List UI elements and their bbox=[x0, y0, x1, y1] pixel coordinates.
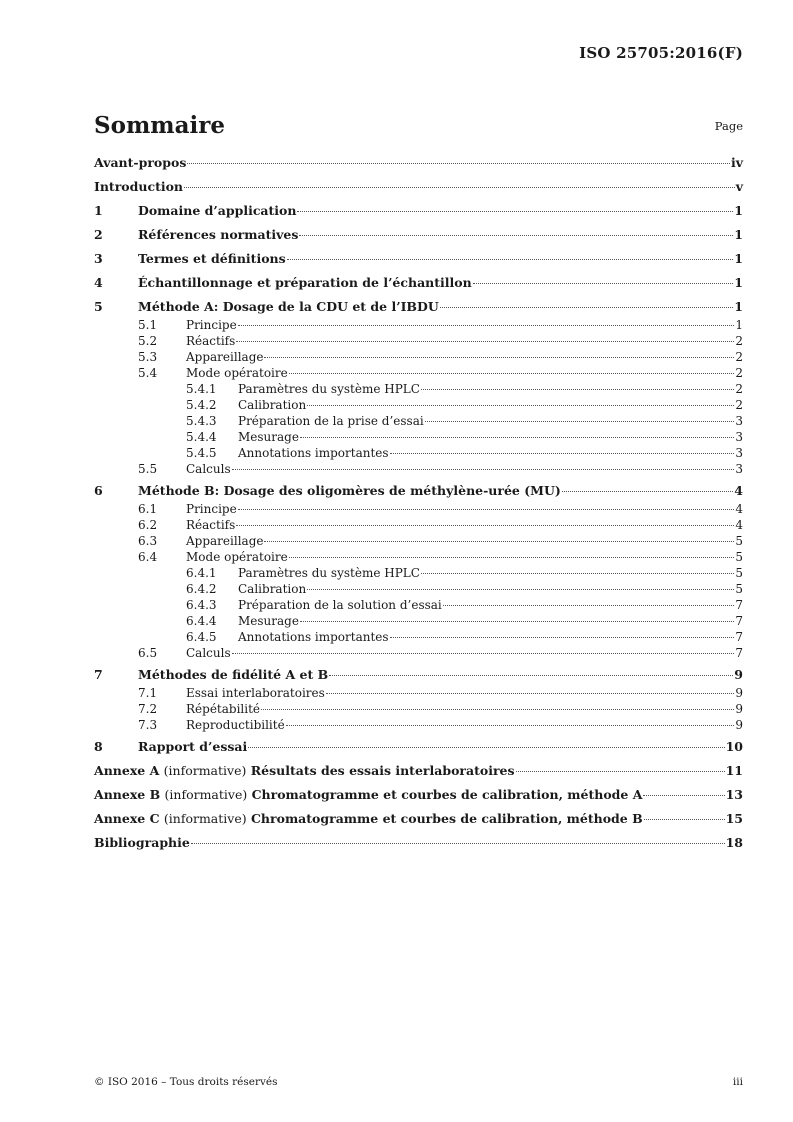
toc-entry-title: Calibration bbox=[238, 582, 307, 596]
toc-entry-page: 3 bbox=[735, 414, 743, 428]
toc-entry-page: v bbox=[735, 179, 743, 194]
toc-entry-page: 18 bbox=[725, 835, 743, 850]
toc-entry[interactable] bbox=[94, 297, 743, 317]
toc-entry[interactable] bbox=[94, 501, 743, 517]
toc-entry[interactable] bbox=[94, 517, 743, 533]
toc-entry[interactable] bbox=[94, 717, 743, 733]
page-column-label: Page bbox=[714, 119, 743, 133]
toc-entry-number: 4 bbox=[94, 275, 103, 290]
toc-entry-page: 5 bbox=[735, 582, 743, 596]
toc-entry-page: 3 bbox=[735, 446, 743, 460]
toc-entry-label bbox=[186, 685, 325, 701]
toc-dot-leader bbox=[232, 653, 735, 654]
toc-entry-page: 11 bbox=[725, 763, 743, 778]
toc-entry-title: Méthode B: Dosage des oligomères de méthylène-urée (MU) bbox=[138, 483, 561, 498]
toc-entry-label bbox=[186, 533, 263, 549]
toc-dot-leader bbox=[264, 541, 734, 542]
toc-dot-leader bbox=[326, 693, 735, 694]
toc-entry-number: 7.2 bbox=[138, 702, 158, 716]
toc-entry-number: 5.4.5 bbox=[186, 446, 217, 460]
toc-entry-page: 7 bbox=[735, 630, 743, 644]
toc-dot-leader bbox=[287, 259, 734, 260]
toc-entry[interactable] bbox=[94, 597, 743, 613]
toc-dot-leader bbox=[236, 525, 734, 526]
toc-entry-page: 2 bbox=[735, 350, 743, 364]
toc-entry-title: Échantillonnage et préparation de l’échantillon bbox=[138, 275, 472, 290]
toc-dot-leader bbox=[289, 557, 735, 558]
toc-entry-number: 5.5 bbox=[138, 462, 158, 476]
toc-entry-number: 6.3 bbox=[138, 534, 158, 548]
toc-entry-title: Bibliographie bbox=[94, 835, 190, 850]
toc-entry-label bbox=[238, 581, 306, 597]
toc-entry-number: 1 bbox=[94, 203, 103, 218]
toc-entry[interactable] bbox=[94, 429, 743, 445]
toc-entry-title: Références normatives bbox=[138, 227, 299, 242]
toc-entry-number: 6.4 bbox=[138, 550, 158, 564]
toc-entry-page: 1 bbox=[734, 227, 743, 242]
toc-entry-number: 6.1 bbox=[138, 502, 158, 516]
toc-entry-title: Répétabilité bbox=[186, 702, 261, 716]
toc-entry-title: Termes et définitions bbox=[138, 251, 286, 266]
toc-dot-leader bbox=[248, 747, 724, 748]
toc-entry-number: 6.4.2 bbox=[186, 582, 217, 596]
toc-entry-label bbox=[94, 833, 190, 853]
toc-entry-number: 6.4.4 bbox=[186, 614, 217, 628]
toc-entry-label bbox=[138, 273, 472, 293]
toc-entry-title: Mode opératoire bbox=[186, 550, 288, 564]
toc-entry-page: 5 bbox=[735, 566, 743, 580]
toc-entry-page: 7 bbox=[735, 614, 743, 628]
toc-entry[interactable] bbox=[94, 249, 743, 269]
toc-entry-page: 1 bbox=[734, 299, 743, 314]
toc-entry-label bbox=[238, 381, 420, 397]
toc-entry-title: Annexe A bbox=[94, 763, 160, 778]
toc-entry-page: 1 bbox=[734, 275, 743, 290]
toc-dot-leader bbox=[390, 453, 735, 454]
toc-entry[interactable] bbox=[94, 397, 743, 413]
toc-dot-leader bbox=[299, 235, 733, 236]
toc-dot-leader bbox=[644, 819, 725, 820]
toc-dot-leader bbox=[473, 283, 734, 284]
toc-dot-leader bbox=[643, 795, 724, 796]
toc-entry-label bbox=[138, 225, 298, 245]
toc-entry[interactable] bbox=[94, 613, 743, 629]
toc-entry-page: 4 bbox=[735, 502, 743, 516]
toc-entry-label bbox=[186, 501, 237, 517]
toc-entry[interactable] bbox=[94, 153, 743, 173]
toc-dot-leader bbox=[425, 421, 735, 422]
toc-entry-title: Paramètres du système HPLC bbox=[238, 566, 420, 580]
toc-entry-number: 5.3 bbox=[138, 350, 158, 364]
toc-entry-number: 5.4.1 bbox=[186, 382, 217, 396]
page-title: Sommaire bbox=[94, 112, 226, 139]
toc-entry-number: 5 bbox=[94, 299, 103, 314]
toc-entry[interactable] bbox=[94, 317, 743, 333]
toc-entry-title: Méthodes de fidélité A et B bbox=[138, 667, 329, 682]
toc-entry-number: 7.1 bbox=[138, 686, 158, 700]
toc-entry-informative-tag: (informative) bbox=[163, 811, 247, 826]
toc-dot-leader bbox=[307, 589, 734, 590]
toc-entry[interactable] bbox=[94, 549, 743, 565]
toc-entry-label bbox=[186, 645, 231, 661]
toc-entry-label bbox=[238, 445, 389, 461]
toc-entry-number: 6 bbox=[94, 483, 103, 498]
toc-dot-leader bbox=[307, 405, 734, 406]
toc-entry-page: 9 bbox=[734, 667, 743, 682]
toc-entry-title: Préparation de la prise d’essai bbox=[238, 414, 424, 428]
toc-entry-page: 9 bbox=[735, 686, 743, 700]
toc-entry-number: 6.4.1 bbox=[186, 566, 217, 580]
toc-dot-leader bbox=[236, 341, 734, 342]
toc-entry-title: Annotations importantes bbox=[238, 630, 389, 644]
toc-entry-label bbox=[138, 665, 328, 685]
toc-entry[interactable] bbox=[94, 445, 743, 461]
toc-entry-label bbox=[186, 365, 288, 381]
toc-entry-page: 2 bbox=[735, 334, 743, 348]
toc-entry[interactable] bbox=[94, 381, 743, 397]
toc-dot-leader bbox=[300, 437, 734, 438]
toc-entry-annex-title: Résultats des essais interlaboratoires bbox=[250, 763, 515, 778]
toc-entry-page: 4 bbox=[734, 483, 743, 498]
toc-entry-number: 5.2 bbox=[138, 334, 158, 348]
toc-entry-title: Annexe C bbox=[94, 811, 160, 826]
toc-entry-page: 9 bbox=[735, 718, 743, 732]
toc-entry-label bbox=[186, 461, 231, 477]
toc-dot-leader bbox=[191, 843, 725, 844]
toc-entry-label bbox=[186, 317, 237, 333]
toc-entry-page: iv bbox=[730, 155, 743, 170]
toc-entry[interactable] bbox=[94, 273, 743, 293]
toc-entry-label bbox=[238, 565, 420, 581]
toc-entry-title: Méthode A: Dosage de la CDU et de l’IBDU bbox=[138, 299, 439, 314]
toc-entry-label bbox=[186, 349, 263, 365]
toc-entry-number: 6.4.5 bbox=[186, 630, 217, 644]
toc-entry[interactable] bbox=[94, 685, 743, 701]
toc-entry[interactable] bbox=[94, 201, 743, 221]
toc-entry-title: Domaine d’application bbox=[138, 203, 297, 218]
toc-entry-page: 13 bbox=[725, 787, 743, 802]
toc-dot-leader bbox=[300, 621, 734, 622]
toc-entry-label bbox=[186, 717, 285, 733]
toc-entry-page: 2 bbox=[735, 398, 743, 412]
toc-dot-leader bbox=[440, 307, 734, 308]
toc-entry-page: 10 bbox=[725, 739, 743, 754]
toc-entry[interactable] bbox=[94, 761, 743, 781]
toc-entry[interactable] bbox=[94, 177, 743, 197]
toc-entry-number: 2 bbox=[94, 227, 103, 242]
toc-dot-leader bbox=[421, 573, 734, 574]
toc-entry-annex-title: Chromatogramme et courbes de calibration, méthode A bbox=[251, 787, 643, 802]
toc-entry-label bbox=[138, 249, 286, 269]
toc-entry[interactable] bbox=[94, 629, 743, 645]
toc-entry-number: 5.4.4 bbox=[186, 430, 217, 444]
toc-entry-title: Calibration bbox=[238, 398, 307, 412]
toc-entry[interactable] bbox=[94, 565, 743, 581]
toc-entry-page: 3 bbox=[735, 430, 743, 444]
toc-entry-page: 1 bbox=[734, 203, 743, 218]
toc-entry-title: Mesurage bbox=[238, 614, 299, 628]
toc-entry[interactable] bbox=[94, 365, 743, 381]
toc-entry-page: 5 bbox=[735, 534, 743, 548]
toc-dot-leader bbox=[264, 357, 734, 358]
toc-entry-number: 8 bbox=[94, 739, 103, 754]
footer-page-number: iii bbox=[732, 1076, 743, 1088]
toc-entry[interactable] bbox=[94, 413, 743, 429]
toc-entry[interactable] bbox=[94, 785, 743, 805]
toc-entry-number: 6.5 bbox=[138, 646, 158, 660]
toc-dot-leader bbox=[297, 211, 733, 212]
toc-entry-title: Essai interlaboratoires bbox=[186, 686, 325, 700]
toc-entry-number: 5.4.3 bbox=[186, 414, 217, 428]
toc-dot-leader bbox=[289, 373, 735, 374]
toc-entry[interactable] bbox=[94, 833, 743, 853]
toc-entry-annex-title: Chromatogramme et courbes de calibration, méthode B bbox=[250, 811, 643, 826]
toc-entry-title: Réactifs bbox=[186, 518, 236, 532]
toc-entry-title: Reproductibilité bbox=[186, 718, 285, 732]
toc-entry-label bbox=[238, 413, 424, 429]
toc-entry[interactable] bbox=[94, 481, 743, 501]
footer-copyright: © ISO 2016 – Tous droits réservés bbox=[94, 1076, 278, 1088]
toc-entry-title: Avant-propos bbox=[94, 155, 187, 170]
toc-entry-label bbox=[94, 809, 643, 829]
toc-dot-leader bbox=[232, 469, 735, 470]
document-code: ISO 25705:2016(F) bbox=[579, 44, 743, 62]
toc-entry-title: Principe bbox=[186, 502, 237, 516]
toc-entry[interactable] bbox=[94, 665, 743, 685]
toc-entry-page: 9 bbox=[735, 702, 743, 716]
toc-dot-leader bbox=[187, 163, 730, 164]
toc-entry-number: 5.1 bbox=[138, 318, 158, 332]
toc-entry-title: Introduction bbox=[94, 179, 184, 194]
toc-entry-title: Annexe B bbox=[94, 787, 161, 802]
toc-entry-page: 7 bbox=[735, 646, 743, 660]
toc-entry-label bbox=[138, 201, 296, 221]
toc-entry-title: Principe bbox=[186, 318, 237, 332]
toc-entry-label bbox=[94, 153, 186, 173]
toc-dot-leader bbox=[286, 725, 735, 726]
toc-entry-informative-tag: (informative) bbox=[163, 763, 247, 778]
toc-entry-number: 5.4.2 bbox=[186, 398, 217, 412]
toc-dot-leader bbox=[238, 509, 735, 510]
toc-entry-title: Calculs bbox=[186, 646, 231, 660]
toc-entry[interactable] bbox=[94, 533, 743, 549]
toc-entry-label bbox=[94, 177, 183, 197]
toc-entry-label bbox=[238, 613, 299, 629]
toc-entry[interactable] bbox=[94, 737, 743, 757]
toc-entry-number: 7 bbox=[94, 667, 103, 682]
toc-entry[interactable] bbox=[94, 581, 743, 597]
toc-entry-label bbox=[186, 333, 235, 349]
toc-entry-label bbox=[138, 481, 561, 501]
toc-entry[interactable] bbox=[94, 225, 743, 245]
toc-dot-leader bbox=[421, 389, 734, 390]
toc-entry-number: 7.3 bbox=[138, 718, 158, 732]
toc-entry[interactable] bbox=[94, 809, 743, 829]
toc-entry-page: 1 bbox=[734, 251, 743, 266]
toc-entry-informative-tag: (informative) bbox=[164, 787, 248, 802]
toc-entry-number: 6.4.3 bbox=[186, 598, 217, 612]
toc-entry-number: 3 bbox=[94, 251, 103, 266]
toc-entry-number: 5.4 bbox=[138, 366, 158, 380]
toc-entry-page: 5 bbox=[735, 550, 743, 564]
toc-entry-label bbox=[186, 701, 260, 717]
toc-entry-title: Appareillage bbox=[186, 350, 264, 364]
toc-dot-leader bbox=[562, 491, 733, 492]
toc-entry-label bbox=[238, 429, 299, 445]
toc-entry-label bbox=[138, 737, 247, 757]
toc-entry[interactable] bbox=[94, 461, 743, 477]
toc-dot-leader bbox=[261, 709, 734, 710]
toc-entry-number: 6.2 bbox=[138, 518, 158, 532]
toc-entry-title: Mesurage bbox=[238, 430, 299, 444]
toc-entry-label bbox=[94, 761, 515, 781]
toc-entry-title: Préparation de la solution d’essai bbox=[238, 598, 442, 612]
toc-entry-label bbox=[186, 517, 235, 533]
toc-entry-title: Calculs bbox=[186, 462, 231, 476]
toc-entry-label bbox=[238, 597, 442, 613]
toc-entry-title: Réactifs bbox=[186, 334, 236, 348]
toc-entry-label bbox=[94, 785, 642, 805]
toc-entry-title: Rapport d’essai bbox=[138, 739, 248, 754]
toc-dot-leader bbox=[390, 637, 735, 638]
toc-entry[interactable] bbox=[94, 701, 743, 717]
toc-dot-leader bbox=[443, 605, 735, 606]
toc-dot-leader bbox=[516, 771, 725, 772]
toc-entry-page: 3 bbox=[735, 462, 743, 476]
table-of-contents bbox=[94, 153, 743, 853]
toc-entry[interactable] bbox=[94, 333, 743, 349]
toc-entry-title: Appareillage bbox=[186, 534, 264, 548]
toc-entry-title: Mode opératoire bbox=[186, 366, 288, 380]
toc-entry-label bbox=[138, 297, 439, 317]
toc-entry-page: 15 bbox=[725, 811, 743, 826]
toc-entry-page: 1 bbox=[735, 318, 743, 332]
toc-dot-leader bbox=[329, 675, 733, 676]
toc-entry-label bbox=[238, 629, 389, 645]
toc-entry-title: Annotations importantes bbox=[238, 446, 389, 460]
toc-entry-page: 4 bbox=[735, 518, 743, 532]
toc-entry[interactable] bbox=[94, 645, 743, 661]
toc-dot-leader bbox=[238, 325, 735, 326]
toc-entry-page: 2 bbox=[735, 366, 743, 380]
toc-entry[interactable] bbox=[94, 349, 743, 365]
toc-dot-leader bbox=[184, 187, 735, 188]
toc-entry-page: 7 bbox=[735, 598, 743, 612]
toc-entry-title: Paramètres du système HPLC bbox=[238, 382, 420, 396]
toc-entry-label bbox=[186, 549, 288, 565]
toc-entry-label bbox=[238, 397, 306, 413]
toc-entry-page: 2 bbox=[735, 382, 743, 396]
